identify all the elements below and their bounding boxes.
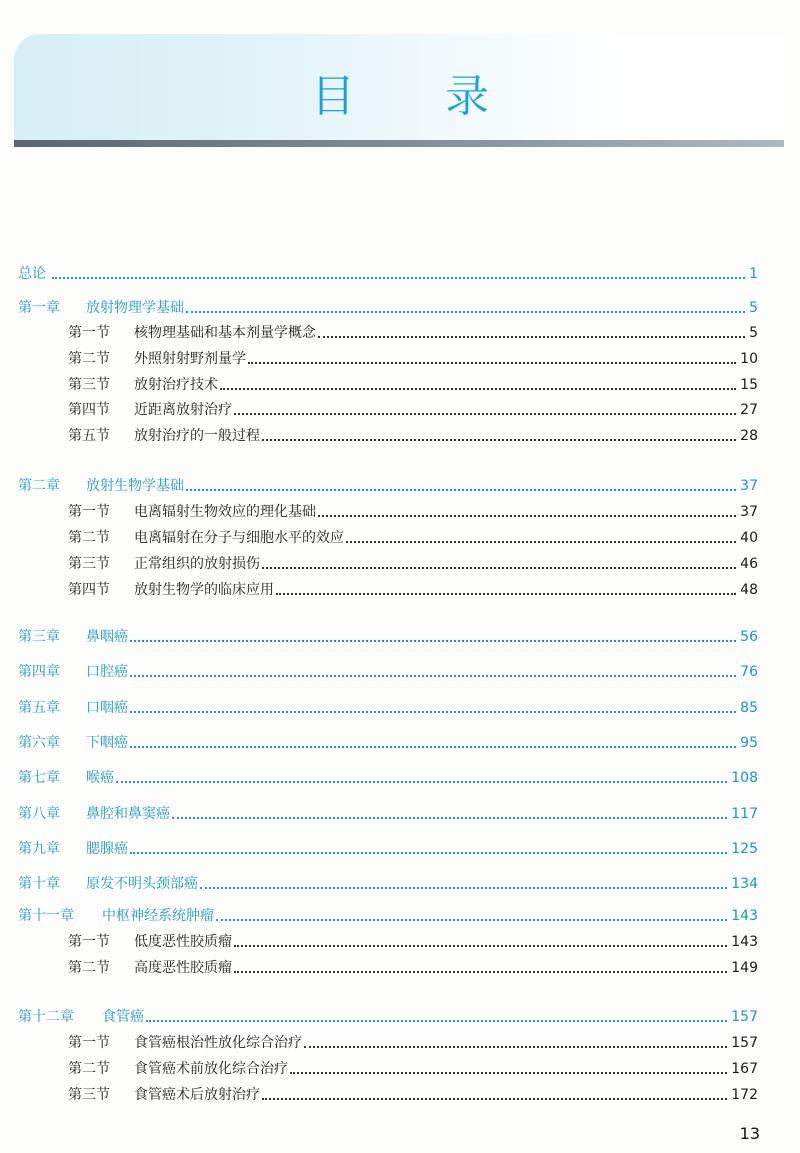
entry-page: 37 — [740, 478, 758, 494]
toc-entry[interactable] — [18, 297, 758, 319]
entry-title: 口咽癌 — [86, 700, 128, 716]
entry-number: 第八章 — [18, 806, 60, 822]
toc-entry[interactable] — [68, 957, 758, 979]
toc-entry[interactable] — [18, 838, 758, 860]
entry-page: 1 — [749, 266, 758, 282]
entry-number: 第三章 — [18, 629, 60, 645]
entry-page: 149 — [731, 960, 758, 976]
dot-leader — [248, 362, 736, 364]
entry-page: 125 — [731, 841, 758, 857]
entry-title: 高度恶性胶质瘤 — [134, 960, 232, 976]
dot-leader — [290, 1072, 727, 1074]
entry-page: 10 — [740, 351, 758, 367]
dot-leader — [234, 413, 736, 415]
entry-page: 48 — [740, 582, 758, 598]
entry-number: 第四章 — [18, 664, 60, 680]
entry-title: 放射生物学基础 — [86, 478, 184, 494]
entry-page: 37 — [740, 504, 758, 520]
entry-number: 第二章 — [18, 478, 60, 494]
dot-leader — [262, 567, 736, 569]
entry-title: 鼻咽癌 — [86, 629, 128, 645]
entry-page: 27 — [740, 402, 758, 418]
toc-entry[interactable] — [68, 931, 758, 953]
page-number: 13 — [739, 1124, 760, 1143]
toc-entry[interactable] — [18, 803, 758, 825]
entry-number: 第一章 — [18, 300, 60, 316]
entry-title: 食管癌术后放射治疗 — [134, 1087, 260, 1103]
entry-number: 第二节 — [68, 351, 110, 367]
page-title: 目 录 — [311, 71, 527, 122]
entry-page: 56 — [740, 629, 758, 645]
entry-title: 食管癌 — [102, 1009, 144, 1025]
toc-entry[interactable] — [18, 661, 758, 683]
entry-number: 总论 — [18, 266, 46, 282]
dot-leader — [130, 852, 727, 854]
entry-page: 143 — [731, 908, 758, 924]
toc-entry[interactable] — [18, 1006, 758, 1028]
dot-leader — [220, 388, 736, 390]
entry-page: 5 — [749, 325, 758, 341]
entry-title: 腮腺癌 — [86, 841, 128, 857]
dot-leader — [146, 1020, 727, 1022]
toc-entry[interactable] — [18, 767, 758, 789]
entry-page: 143 — [731, 934, 758, 950]
dot-leader — [234, 971, 727, 973]
entry-title: 喉癌 — [86, 770, 114, 786]
dot-leader — [318, 336, 745, 338]
entry-title: 口腔癌 — [86, 664, 128, 680]
entry-number: 第十一章 — [18, 908, 74, 924]
entry-number: 第一节 — [68, 1035, 110, 1051]
toc-entry[interactable] — [68, 374, 758, 396]
entry-number: 第四节 — [68, 402, 110, 418]
entry-title: 食管癌术前放化综合治疗 — [134, 1061, 288, 1077]
entry-number: 第一节 — [68, 504, 110, 520]
toc-entry[interactable] — [18, 626, 758, 648]
entry-title: 核物理基础和基本剂量学概念 — [134, 325, 316, 341]
entry-page: 76 — [740, 664, 758, 680]
entry-number: 第三节 — [68, 377, 110, 393]
entry-number: 第三节 — [68, 556, 110, 572]
entry-title: 电离辐射在分子与细胞水平的效应 — [134, 530, 344, 546]
dot-leader — [262, 439, 736, 441]
toc-entry[interactable] — [68, 1084, 758, 1106]
entry-title: 低度恶性胶质瘤 — [134, 934, 232, 950]
entry-title: 中枢神经系统肿瘤 — [102, 908, 214, 924]
entry-number: 第二节 — [68, 960, 110, 976]
entry-number: 第二节 — [68, 530, 110, 546]
toc-entry[interactable] — [68, 1058, 758, 1080]
dot-leader — [318, 515, 736, 517]
entry-title: 近距离放射治疗 — [134, 402, 232, 418]
entry-title: 放射生物学的临床应用 — [134, 582, 274, 598]
entry-page: 134 — [731, 876, 758, 892]
entry-title: 放射物理学基础 — [86, 300, 184, 316]
entry-page: 157 — [731, 1009, 758, 1025]
entry-page: 15 — [740, 377, 758, 393]
entry-page: 85 — [740, 700, 758, 716]
toc-entry[interactable] — [18, 905, 758, 927]
entry-number: 第一节 — [68, 325, 110, 341]
dot-leader — [304, 1046, 727, 1048]
toc-entry[interactable] — [18, 263, 758, 285]
entry-page: 117 — [731, 806, 758, 822]
toc-entry[interactable] — [68, 348, 758, 370]
toc-entry[interactable] — [68, 322, 758, 344]
toc-entry[interactable] — [18, 873, 758, 895]
entry-number: 第五节 — [68, 428, 110, 444]
entry-page: 172 — [731, 1087, 758, 1103]
toc-entry[interactable] — [68, 579, 758, 601]
entry-page: 28 — [740, 428, 758, 444]
entry-page: 95 — [740, 735, 758, 751]
entry-page: 5 — [749, 300, 758, 316]
dot-leader — [234, 945, 727, 947]
toc-entry[interactable] — [68, 527, 758, 549]
entry-title: 食管癌根治性放化综合治疗 — [134, 1035, 302, 1051]
dot-leader — [116, 781, 727, 783]
entry-number: 第一节 — [68, 934, 110, 950]
entry-number: 第五章 — [18, 700, 60, 716]
entry-title: 鼻腔和鼻窦癌 — [86, 806, 170, 822]
toc-entry[interactable] — [68, 399, 758, 421]
dot-leader — [276, 593, 736, 595]
entry-page: 46 — [740, 556, 758, 572]
dot-leader — [52, 277, 745, 279]
dot-leader — [186, 311, 745, 313]
entry-page: 167 — [731, 1061, 758, 1077]
toc-entry[interactable] — [18, 732, 758, 754]
entry-number: 第七章 — [18, 770, 60, 786]
dot-leader — [262, 1098, 727, 1100]
toc-entry[interactable] — [68, 501, 758, 523]
toc-entry[interactable] — [68, 1032, 758, 1054]
entry-title: 正常组织的放射损伤 — [134, 556, 260, 572]
entry-number: 第十二章 — [18, 1009, 74, 1025]
toc-entry[interactable] — [18, 475, 758, 497]
toc-entry[interactable] — [18, 697, 758, 719]
entry-page: 108 — [731, 770, 758, 786]
entry-page: 40 — [740, 530, 758, 546]
toc-entry[interactable] — [68, 553, 758, 575]
entry-title: 放射治疗技术 — [134, 377, 218, 393]
entry-title: 外照射射野剂量学 — [134, 351, 246, 367]
entry-number: 第十章 — [18, 876, 60, 892]
entry-number: 第三节 — [68, 1087, 110, 1103]
dot-leader — [172, 817, 727, 819]
entry-number: 第六章 — [18, 735, 60, 751]
dot-leader — [200, 887, 727, 889]
dot-leader — [216, 919, 727, 921]
dot-leader — [130, 711, 736, 713]
entry-title: 原发不明头颈部癌 — [86, 876, 198, 892]
entry-number: 第二节 — [68, 1061, 110, 1077]
entry-number: 第四节 — [68, 582, 110, 598]
entry-page: 157 — [731, 1035, 758, 1051]
entry-title: 下咽癌 — [86, 735, 128, 751]
toc-entry[interactable] — [68, 425, 758, 447]
entry-title: 放射治疗的一般过程 — [134, 428, 260, 444]
entry-title: 电离辐射生物效应的理化基础 — [134, 504, 316, 520]
dot-leader — [130, 675, 736, 677]
dot-leader — [186, 489, 736, 491]
dot-leader — [346, 541, 736, 543]
entry-number: 第九章 — [18, 841, 60, 857]
dot-leader — [130, 640, 736, 642]
dot-leader — [130, 746, 736, 748]
